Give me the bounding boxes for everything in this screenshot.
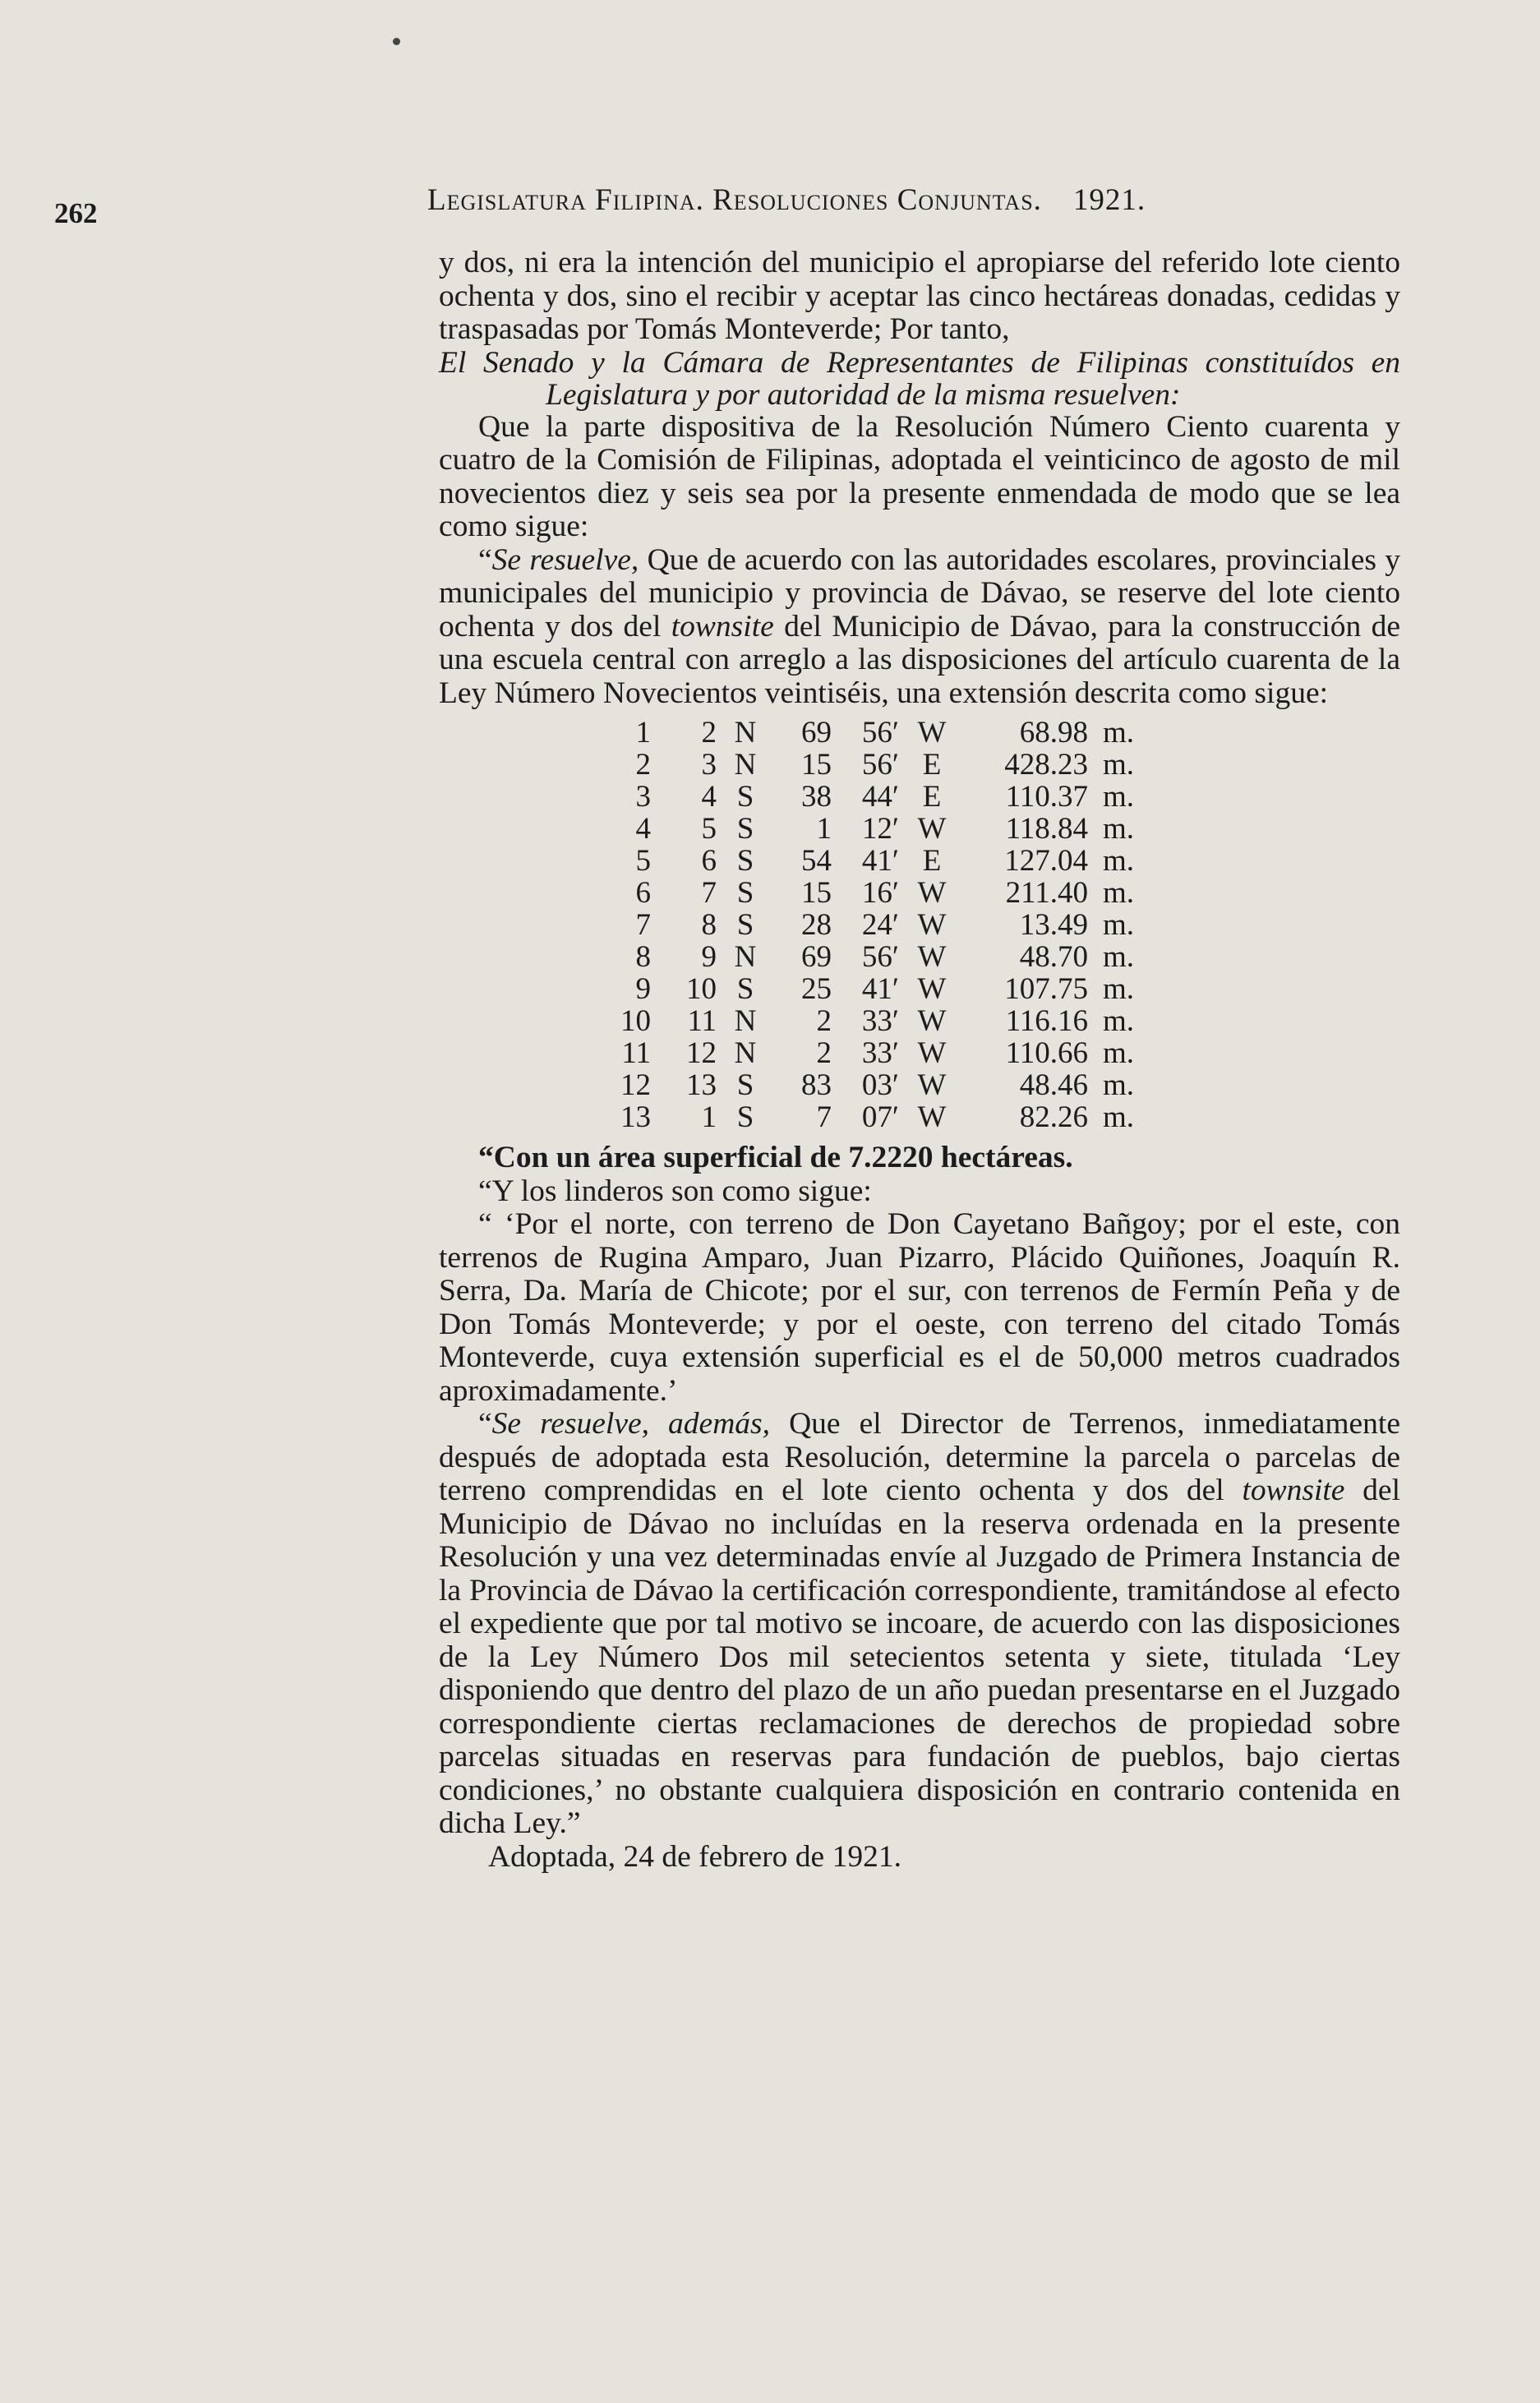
bearing-unit-cell: m. — [1103, 748, 1135, 782]
enacting-clause: El Senado y la Cámara de Representantes de Filipinas constituídos en Legislatura y por autoridad de la misma resuelven: — [439, 345, 1400, 412]
bearing-from-cell: 8 — [635, 940, 651, 974]
resolution-text-a: Que de acuerdo con las autoridades escolares, provinciales y municipales del municipio y provincia de Dávao, se reserve del lote ciento ochenta y dos del — [439, 542, 1401, 643]
bearing-deg-cell: 1 — [816, 812, 832, 846]
bearing-min-cell: 12′ — [861, 812, 899, 846]
further-resolution-text-a: Que el Director de Terrenos, inmediatamente después de adoptada esta Resolución, determine la parcela o parcelas de terreno comprendidas en el lote ciento ochenta y dos del — [439, 1407, 1400, 1507]
bearing-unit-cell: m. — [1103, 972, 1135, 1006]
bearing-ns-cell: S — [736, 972, 754, 1006]
print-speck — [393, 38, 400, 45]
bearing-deg-cell: 28 — [801, 908, 832, 942]
bearing-to-cell: 6 — [701, 844, 717, 878]
townsite-term: townsite — [671, 609, 774, 643]
bearing-deg-cell: 2 — [816, 1036, 832, 1070]
bearing-ew-cell: W — [917, 876, 947, 910]
bearing-deg-cell: 25 — [801, 972, 832, 1006]
bearing-min-cell: 03′ — [861, 1068, 899, 1102]
running-title: Legislatura Filipina. Resoluciones Conjuntas. — [427, 183, 1042, 217]
bearing-dist-cell: 48.70 — [1019, 940, 1088, 974]
bearing-dist-cell: 118.84 — [1005, 812, 1088, 846]
bearing-from-cell: 6 — [635, 876, 651, 910]
bearing-unit-cell: m. — [1103, 844, 1135, 878]
bearing-dist-cell: 13.49 — [1019, 908, 1088, 942]
table-row — [600, 909, 1155, 941]
bearing-to-cell: 2 — [701, 716, 717, 749]
bearing-dist-cell: 110.66 — [1005, 1036, 1088, 1070]
further-resolution-phrase: Se resuelve, además, — [491, 1407, 771, 1441]
boundaries-description: “ ‘Por el norte, con terreno de Don Cayetano Bañgoy; por el este, con terrenos de Rugina Amparo, Juan Pizarro, Plácido Quiñones, Joaquín R. Serra, Da. María de Chicote; por el sur, con terrenos de Fermín Peña y de Don Tomás Monteverde; y por el oeste, con terreno del citado Tomás Monteverde, cuya extensión superficial es el de 50,000 metros cuadrados aproximadamente.’ — [439, 1207, 1400, 1408]
bearing-deg-cell: 69 — [801, 940, 832, 974]
bearing-unit-cell: m. — [1103, 1004, 1135, 1038]
table-row — [600, 781, 1155, 813]
bearing-dist-cell: 107.75 — [1004, 972, 1088, 1006]
area-statement: “Con un área superficial de 7.2220 hectáreas. — [478, 1141, 1073, 1174]
bearing-ew-cell: W — [917, 1100, 947, 1134]
bearing-from-cell: 2 — [635, 748, 651, 782]
bearing-unit-cell: m. — [1103, 940, 1135, 974]
townsite-term: townsite — [1242, 1474, 1345, 1507]
bearing-min-cell: 41′ — [861, 972, 899, 1006]
table-row — [600, 749, 1155, 781]
bearing-ns-cell: N — [734, 748, 757, 782]
bearing-ns-cell: N — [734, 940, 757, 974]
bearing-from-cell: 4 — [635, 812, 651, 846]
bearing-from-cell: 12 — [620, 1068, 651, 1102]
bearing-to-cell: 3 — [701, 748, 717, 782]
bearing-ew-cell: E — [922, 748, 942, 782]
bearing-unit-cell: m. — [1103, 780, 1135, 814]
bearing-from-cell: 1 — [635, 716, 651, 749]
table-row — [600, 973, 1155, 1005]
running-head — [427, 182, 1146, 218]
bearing-dist-cell: 211.40 — [1005, 876, 1088, 910]
resolution-text-b: del Municipio de Dávao, para la construcción de una escuela central con arreglo a las disposiciones del artículo cuarenta de la Ley Número Novecientos veintiséis, una extensión descrita como sigue: — [439, 609, 1401, 710]
bearing-to-cell: 9 — [701, 940, 717, 974]
table-row — [600, 717, 1155, 749]
bearing-ew-cell: W — [917, 940, 947, 974]
bearing-min-cell: 24′ — [861, 908, 899, 942]
bearing-to-cell: 1 — [701, 1100, 717, 1134]
bearing-ew-cell: W — [917, 1036, 947, 1070]
open-quote: “ — [478, 542, 492, 577]
bearing-min-cell: 56′ — [861, 748, 899, 782]
page-number: 262 — [54, 197, 98, 229]
table-row — [600, 941, 1155, 973]
bearing-min-cell: 33′ — [861, 1036, 899, 1070]
bearing-min-cell: 44′ — [861, 780, 899, 814]
table-row — [600, 845, 1155, 877]
bearing-from-cell: 11 — [621, 1036, 651, 1070]
bearing-min-cell: 16′ — [861, 876, 899, 910]
bearing-ew-cell: W — [917, 716, 947, 749]
bearing-ew-cell: W — [917, 908, 947, 942]
bearing-ns-cell: S — [736, 1068, 754, 1102]
bearing-ew-cell: E — [922, 844, 942, 878]
bearing-dist-cell: 68.98 — [1019, 716, 1088, 749]
bearing-ew-cell: E — [922, 780, 942, 814]
bearing-to-cell: 4 — [701, 780, 717, 814]
bearing-dist-cell: 82.26 — [1019, 1100, 1088, 1134]
paragraph-further-resolution — [439, 1408, 1400, 1841]
bearing-from-cell: 5 — [635, 844, 651, 878]
adoption-date: Adoptada, 24 de febrero de 1921. — [488, 1839, 901, 1874]
table-row — [600, 1069, 1155, 1101]
table-row — [600, 813, 1155, 845]
bearing-deg-cell: 54 — [801, 844, 832, 878]
bearing-unit-cell: m. — [1103, 1036, 1135, 1070]
bearing-to-cell: 7 — [701, 876, 717, 910]
bearing-deg-cell: 15 — [801, 748, 832, 782]
bearing-deg-cell: 7 — [816, 1100, 832, 1134]
bearing-to-cell: 13 — [686, 1068, 717, 1102]
bearing-min-cell: 41′ — [861, 844, 899, 878]
running-year: 1921. — [1072, 183, 1146, 217]
bearings-table-body — [600, 717, 1155, 1133]
further-resolution-text-b: del Municipio de Dávao no incluídas en la reserva ordenada en la presente Resolución y una vez determinadas envíe al Juzgado de Primera Instancia de la Provincia de Dávao la certificación correspondiente, tramitándose al efecto el expediente que por tal motivo se incoare, de acuerdo con las disposiciones de la Ley Número Dos mil setecientos setenta y siete, titulada ‘Ley disponiendo que dentro del plazo de un año puedan presentarse en el Juzgado correspondiente ciertas reclamaciones de derechos de propiedad sobre parcelas situadas en reservas para fundación de pueblos, bajo ciertas condiciones,’ no obstante cualquiera disposición en contrario contenida en dicha Ley.” — [439, 1474, 1400, 1840]
bearing-from-cell: 9 — [635, 972, 651, 1006]
bearing-ew-cell: W — [917, 812, 947, 846]
bearing-deg-cell: 83 — [801, 1068, 832, 1102]
bearing-dist-cell: 110.37 — [1005, 780, 1088, 814]
bearing-unit-cell: m. — [1103, 812, 1135, 846]
page-body — [439, 247, 1400, 1874]
open-quote: “ — [478, 1407, 492, 1441]
bearing-ew-cell: W — [917, 1004, 947, 1038]
bearing-ns-cell: N — [734, 716, 757, 749]
bearing-ns-cell: S — [736, 876, 754, 910]
resolution-phrase: Se resuelve, — [491, 542, 639, 577]
bearing-to-cell: 12 — [686, 1036, 717, 1070]
bearing-deg-cell: 15 — [801, 876, 832, 910]
bearing-ns-cell: N — [734, 1036, 757, 1070]
bearing-min-cell: 56′ — [861, 716, 899, 749]
bearing-ew-cell: W — [917, 1068, 947, 1102]
bearing-ew-cell: W — [917, 972, 947, 1006]
bearing-from-cell: 13 — [620, 1100, 651, 1134]
bearing-min-cell: 56′ — [861, 940, 899, 974]
paragraph-resolution — [439, 544, 1400, 711]
bearing-from-cell: 3 — [635, 780, 651, 814]
bearing-min-cell: 07′ — [861, 1100, 899, 1134]
bearing-to-cell: 10 — [686, 972, 717, 1006]
bearing-dist-cell: 48.46 — [1019, 1068, 1088, 1102]
boundaries-intro: “Y los linderos son como sigue: — [478, 1174, 872, 1208]
bearing-ns-cell: S — [736, 812, 754, 846]
table-row — [600, 1101, 1155, 1133]
bearings-table — [600, 717, 1155, 1133]
paragraph-amendment: Que la parte dispositiva de la Resolución Número Ciento cuarenta y cuatro de la Comisión de Filipinas, adoptada el veinticinco de agosto de mil novecientos diez y seis sea por la presente enmendada de modo que se lea como sigue: — [439, 409, 1400, 543]
bearing-ns-cell: S — [736, 844, 754, 878]
bearing-deg-cell: 69 — [801, 716, 832, 749]
bearing-dist-cell: 127.04 — [1004, 844, 1088, 878]
paragraph-continuation: y dos, ni era la intención del municipio el apropiarse del referido lote ciento ochenta y dos, sino el recibir y aceptar las cinco hectáreas donadas, cedidas y traspasadas por Tomás Monteverde; Por tanto, — [439, 246, 1400, 346]
bearing-dist-cell: 116.16 — [1005, 1004, 1088, 1038]
bearing-ns-cell: N — [734, 1004, 757, 1038]
bearing-deg-cell: 38 — [801, 780, 832, 814]
bearing-from-cell: 10 — [620, 1004, 651, 1038]
bearing-to-cell: 11 — [687, 1004, 717, 1038]
table-row — [600, 877, 1155, 909]
bearing-deg-cell: 2 — [816, 1004, 832, 1038]
bearing-ns-cell: S — [736, 908, 754, 942]
bearing-to-cell: 8 — [701, 908, 717, 942]
bearing-min-cell: 33′ — [861, 1004, 899, 1038]
bearing-unit-cell: m. — [1103, 1100, 1135, 1134]
bearing-to-cell: 5 — [701, 812, 717, 846]
bearing-unit-cell: m. — [1103, 908, 1135, 942]
bearing-ns-cell: S — [736, 1100, 754, 1134]
bearing-ns-cell: S — [736, 780, 754, 814]
table-row — [600, 1037, 1155, 1069]
bearing-unit-cell: m. — [1103, 716, 1135, 749]
bearing-dist-cell: 428.23 — [1004, 748, 1088, 782]
bearing-unit-cell: m. — [1103, 876, 1135, 910]
bearing-from-cell: 7 — [635, 908, 651, 942]
bearing-unit-cell: m. — [1103, 1068, 1135, 1102]
table-row — [600, 1005, 1155, 1037]
